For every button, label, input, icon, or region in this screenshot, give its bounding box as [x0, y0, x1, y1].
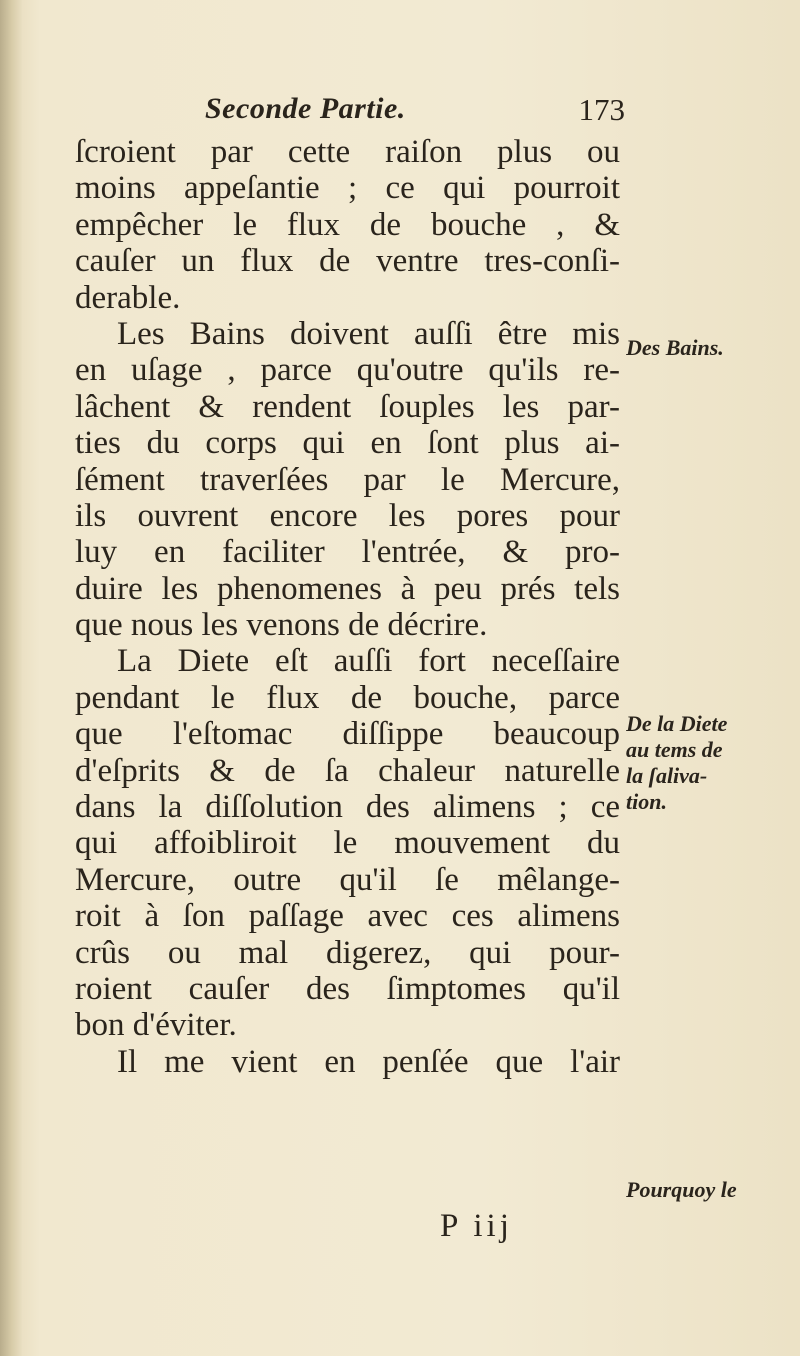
margin-note-pourquoy: Pourquoy le [626, 1178, 737, 1202]
text-line: ties du corps qui en ſont plus ai- [75, 425, 620, 462]
text-line: d'eſprits & de ſa chaleur naturelle [75, 752, 620, 789]
margin-note-diete-line: tion. [626, 790, 667, 814]
text-line: La Diete eſt auſſi fort neceſſaire [117, 643, 620, 680]
text-line: en uſage , parce qu'outre qu'ils re- [75, 352, 620, 389]
text-line: moins appeſantie ; ce qui pourroit [75, 170, 620, 207]
text-line: Les Bains doivent auſſi être mis [117, 315, 620, 352]
text-line: que l'eſtomac diſſippe beaucoup [75, 716, 620, 753]
text-line: qui affoibliroit le mouvement du [75, 825, 620, 862]
text-line: roit à ſon paſſage avec ces alimens [75, 898, 620, 935]
text-line: Mercure, outre qu'il ſe mêlange- [75, 861, 620, 898]
signature-mark: P iij [440, 1208, 513, 1244]
text-line: lâchent & rendent ſouples les par- [75, 388, 620, 425]
margin-note-diete-line: la ſaliva- [626, 764, 708, 788]
text-line: roient cauſer des ſimptomes qu'il [75, 970, 620, 1007]
page-header [205, 92, 625, 132]
text-line: cauſer un flux de ventre tres-conſi- [75, 243, 620, 280]
text-line: ſément traverſées par le Mercure, [75, 461, 620, 498]
page-number: 173 [578, 92, 625, 127]
page-gutter-shadow [0, 0, 22, 1356]
text-line: bon d'éviter. [75, 1007, 237, 1044]
text-line: ſcroient par cette raiſon plus ou [75, 134, 620, 170]
text-line: que nous les venons de décrire. [75, 607, 488, 644]
margin-note-diete-line: au tems de [626, 738, 723, 762]
running-head: Seconde Partie. [205, 92, 406, 125]
text-line: ils ouvrent encore les pores pour [75, 497, 620, 534]
text-line: luy en faciliter l'entrée, & pro- [75, 534, 620, 571]
text-line: dans la diſſolution des alimens ; ce [75, 789, 620, 826]
text-line: Il me vient en penſée que l'air [117, 1043, 620, 1080]
margin-note-diete-title: De la Diete [626, 712, 728, 736]
text-line: empêcher le flux de bouche , & [75, 206, 620, 243]
text-line: pendant le flux de bouche, parce [75, 679, 620, 716]
margin-note-bains: Des Bains. [626, 336, 724, 360]
text-line: duire les phenomenes à peu prés tels [75, 570, 620, 607]
text-line: derable. [75, 279, 181, 316]
text-line: crûs ou mal digerez, qui pour- [75, 934, 620, 971]
body-text [75, 134, 620, 1080]
